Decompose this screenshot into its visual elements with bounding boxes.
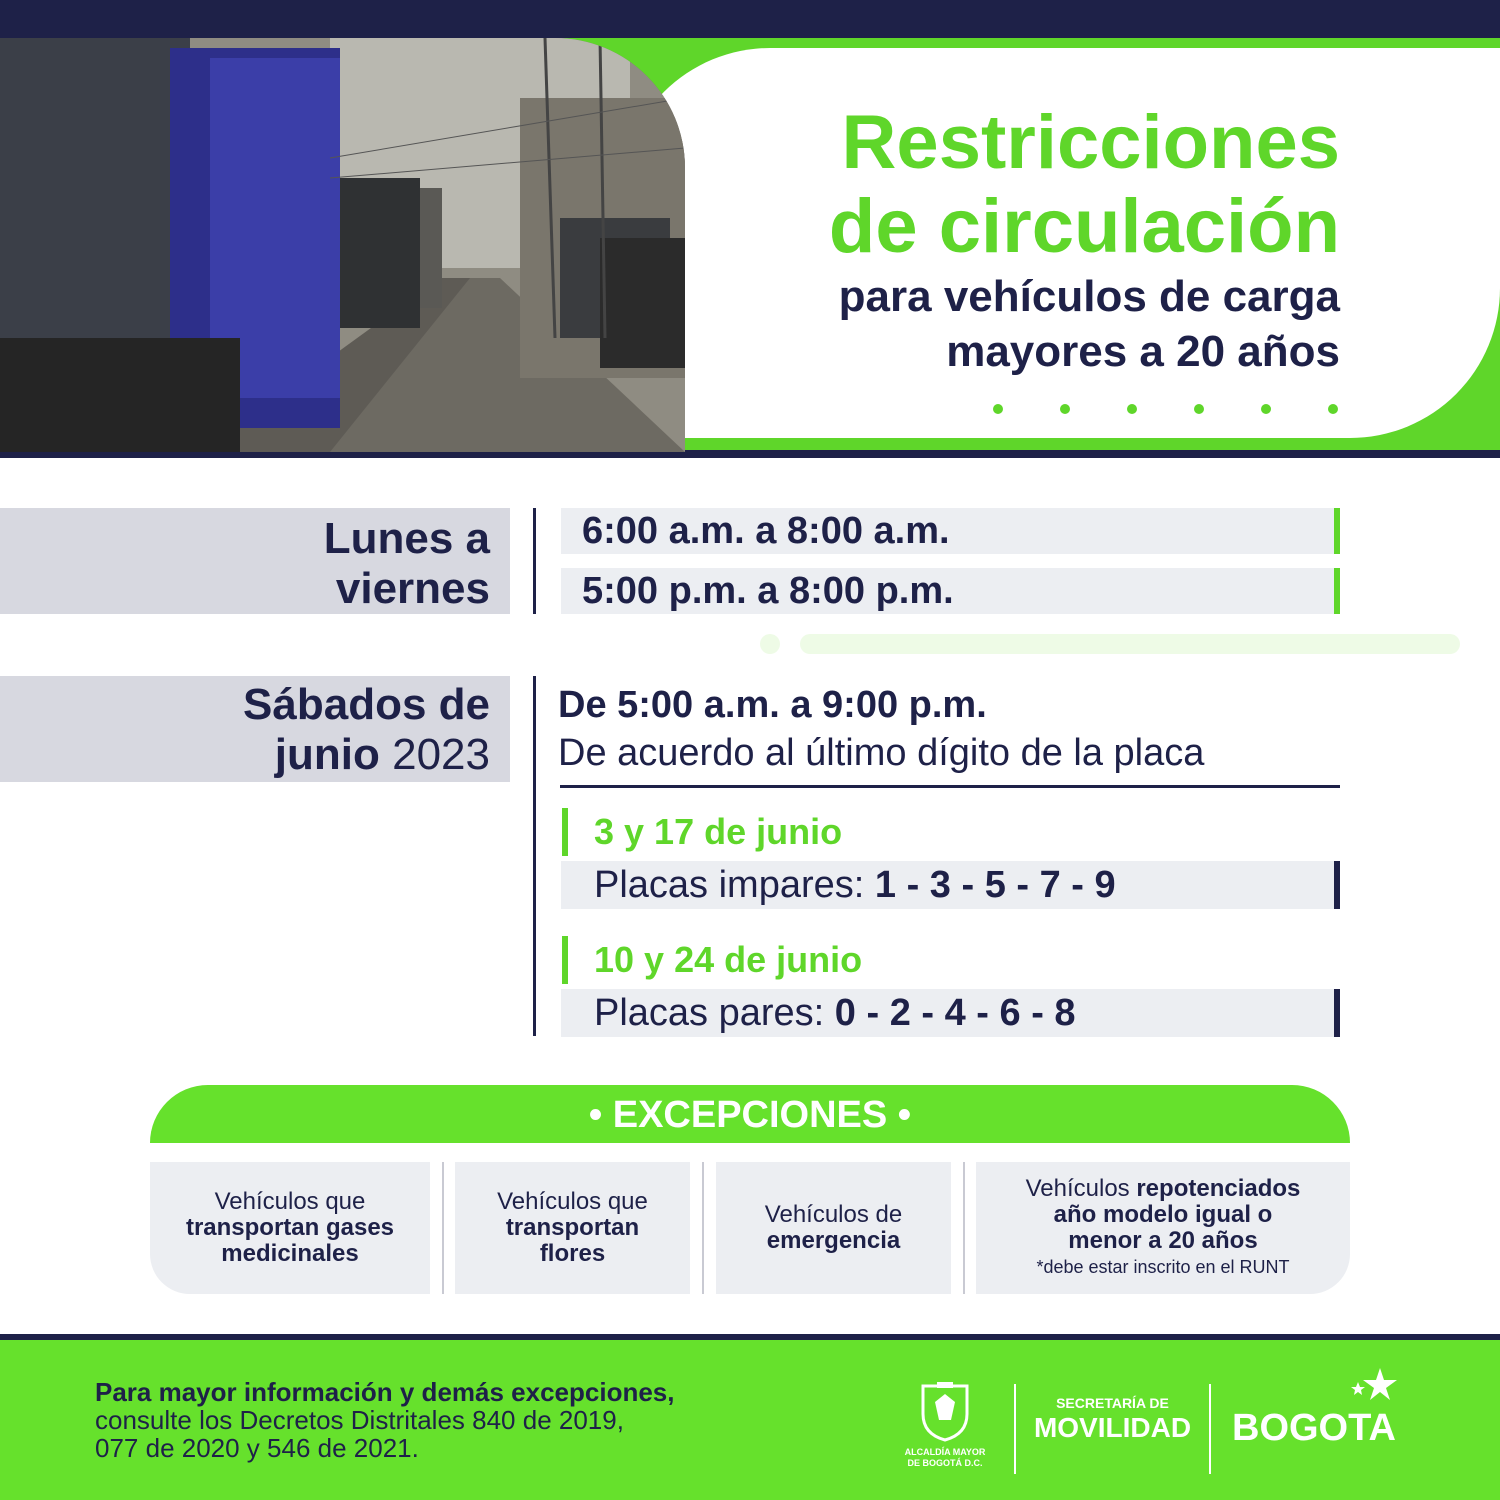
alcaldia-logo-text-1: ALCALDÍA MAYOR xyxy=(904,1447,986,1457)
decor-dot xyxy=(1127,404,1137,414)
footer-info-line-3: 077 de 2020 y 546 de 2021. xyxy=(95,1433,419,1463)
group-2-dates: 10 y 24 de junio xyxy=(594,939,863,980)
bogota-logo-text: BOGOTA xyxy=(1232,1407,1396,1449)
exception-text-bold: transportan xyxy=(505,1214,640,1241)
weekday-label-line-2: viernes xyxy=(335,564,490,613)
exception-card-emergencia xyxy=(716,1162,951,1294)
star-icon xyxy=(1350,1366,1400,1406)
group-2-plates-label: Placas pares: xyxy=(594,992,835,1034)
exception-card-repotenciados xyxy=(976,1162,1350,1294)
saturday-label-line-1: Sábados de xyxy=(243,680,490,729)
exception-separator xyxy=(442,1162,444,1294)
exception-separator xyxy=(702,1162,704,1294)
group-accent-bar xyxy=(562,808,568,856)
exception-text: Vehículos de xyxy=(764,1201,903,1228)
exception-separator xyxy=(963,1162,965,1294)
exception-text-bold: medicinales xyxy=(221,1240,359,1267)
footer-info-line-2: consulte los Decretos Distritales 840 de 2019, xyxy=(95,1405,624,1435)
weekday-label-line-1: Lunes a xyxy=(323,514,490,563)
title-line-1: Restricciones xyxy=(841,100,1340,185)
exception-card-gases xyxy=(150,1162,430,1294)
exceptions-header: • EXCEPCIONES • xyxy=(150,1085,1350,1143)
exception-text-line xyxy=(1026,1176,1301,1202)
alcaldia-logo xyxy=(900,1380,990,1469)
coat-of-arms-icon xyxy=(917,1380,973,1442)
bogota-logo xyxy=(1232,1400,1412,1460)
secretaria-logo-line-2: MOVILIDAD xyxy=(1033,1412,1192,1443)
exception-text-bold: flores xyxy=(539,1240,606,1267)
footer-info-bold: Para mayor información y demás excepciones, xyxy=(95,1377,675,1407)
subtitle-line-2: mayores a 20 años xyxy=(946,327,1340,376)
decor-dot xyxy=(1328,404,1338,414)
exception-text: Vehículos xyxy=(1025,1175,1137,1202)
secretaria-logo xyxy=(1030,1394,1195,1444)
section-separator-dot xyxy=(760,634,780,654)
group-1-dates: 3 y 17 de junio xyxy=(594,811,843,852)
saturday-note: De acuerdo al último dígito de la placa xyxy=(558,732,1205,774)
exception-text-bold: emergencia xyxy=(766,1227,901,1254)
exception-text-bold: transportan gases xyxy=(185,1214,395,1241)
secretaria-logo-line-1: SECRETARÍA DE xyxy=(1056,1395,1169,1411)
saturday-divider xyxy=(533,676,536,1036)
top-bar xyxy=(0,0,1500,38)
saturday-label-line-2 xyxy=(10,730,490,780)
decor-dot xyxy=(1060,404,1070,414)
subtitle-line-1: para vehículos de carga xyxy=(838,272,1340,321)
weekday-divider xyxy=(533,508,536,614)
group-1-plates-digits: 1 - 3 - 5 - 7 - 9 xyxy=(874,864,1116,906)
weekday-time-evening: 5:00 p.m. a 8:00 p.m. xyxy=(582,570,954,612)
decor-dot xyxy=(1194,404,1204,414)
group-1-plates xyxy=(594,861,1116,909)
group-2-plates-digits: 0 - 2 - 4 - 6 - 8 xyxy=(834,992,1076,1034)
exception-text-bold: menor a 20 años xyxy=(1068,1227,1258,1254)
saturday-label-year: 2023 xyxy=(392,730,490,779)
saturday-label-month: junio xyxy=(274,730,380,779)
saturday-underline xyxy=(560,785,1340,788)
logo-separator xyxy=(1209,1384,1211,1474)
exception-footnote: *debe estar inscrito en el RUNT xyxy=(1036,1257,1290,1277)
decor-dot xyxy=(993,404,1003,414)
group-2-plates xyxy=(594,989,1076,1037)
exception-text: Vehículos que xyxy=(497,1188,648,1215)
title-line-2: de circulación xyxy=(828,184,1340,269)
alcaldia-logo-text-2: DE BOGOTÁ D.C. xyxy=(907,1458,983,1468)
exception-text-bold: repotenciados xyxy=(1136,1175,1301,1202)
section-separator-bar xyxy=(800,634,1460,654)
decor-dot xyxy=(1261,404,1271,414)
group-1-plates-label: Placas impares: xyxy=(594,864,875,906)
exception-text-bold: año modelo igual o xyxy=(1053,1201,1273,1228)
group-accent-bar xyxy=(562,936,568,984)
exception-text: Vehículos que xyxy=(214,1188,366,1215)
logo-separator xyxy=(1014,1384,1016,1474)
saturday-schedule: De 5:00 a.m. a 9:00 p.m. xyxy=(558,684,987,726)
weekday-time-morning: 6:00 a.m. a 8:00 a.m. xyxy=(582,510,950,552)
exception-card-flores xyxy=(455,1162,690,1294)
